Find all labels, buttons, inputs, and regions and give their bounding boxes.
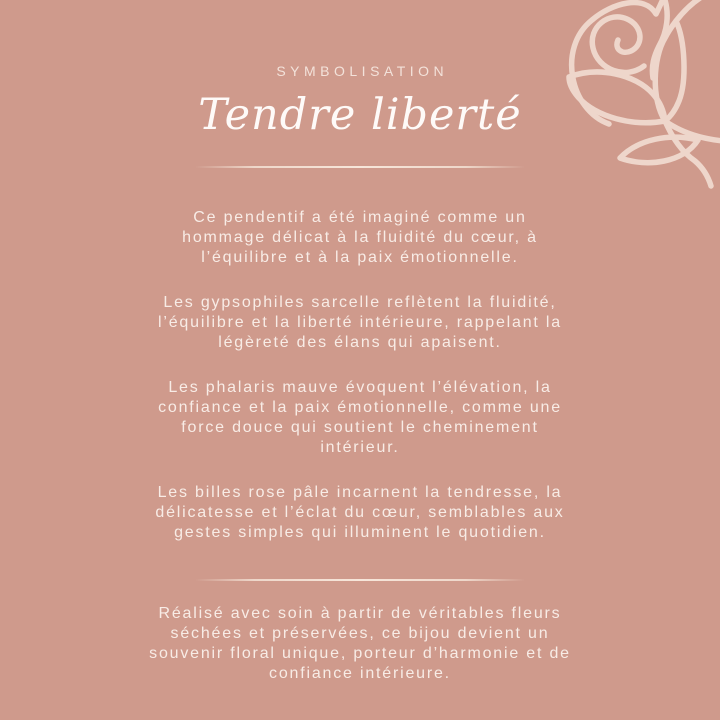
bottom-divider	[195, 579, 525, 581]
text-line: Les phalaris mauve évoquent l’élévation, la	[168, 379, 552, 396]
text-line: l’équilibre et à la paix émotionnelle.	[201, 249, 519, 266]
text-line: Réalisé avec soin à partir de véritables fleurs	[158, 605, 562, 622]
text-line: Les billes rose pâle incarnent la tendresse, la	[157, 484, 563, 501]
paragraph-billes	[0, 483, 720, 543]
text-line: Ce pendentif a été imaginé comme un	[193, 209, 527, 226]
text-line: intérieur.	[320, 439, 400, 456]
text-line: délicatesse et l’éclat du cœur, semblables aux	[155, 504, 565, 521]
rose-bottom-leaf	[620, 137, 698, 163]
description-text-block	[0, 208, 720, 684]
text-line: hommage délicat à la fluidité du cœur, à	[182, 229, 538, 246]
text-line: souvenir floral unique, porteur d’harmonie et de	[149, 645, 571, 662]
page-title: Tendre liberté	[198, 90, 522, 140]
paragraph-gypsophiles	[0, 293, 720, 353]
text-line: Les gypsophiles sarcelle reflètent la fluidité,	[163, 294, 557, 311]
text-line: force douce qui soutient le cheminement	[181, 419, 539, 436]
section-eyebrow: SYMBOLISATION	[276, 63, 449, 79]
paragraph-intro	[0, 208, 720, 268]
paragraph-phalaris	[0, 378, 720, 458]
text-line: légèreté des élans qui apaisent.	[218, 334, 502, 351]
text-line: l’équilibre et la liberté intérieure, rappelant la	[158, 314, 562, 331]
top-divider	[195, 166, 525, 168]
text-line: confiance et la paix émotionnelle, comme une	[158, 399, 562, 416]
paragraph-closing	[0, 604, 720, 684]
text-line: gestes simples qui illuminent le quotidien.	[174, 524, 546, 541]
text-line: séchées et préservées, ce bijou devient un	[170, 625, 550, 642]
text-line: confiance intérieure.	[269, 665, 451, 682]
